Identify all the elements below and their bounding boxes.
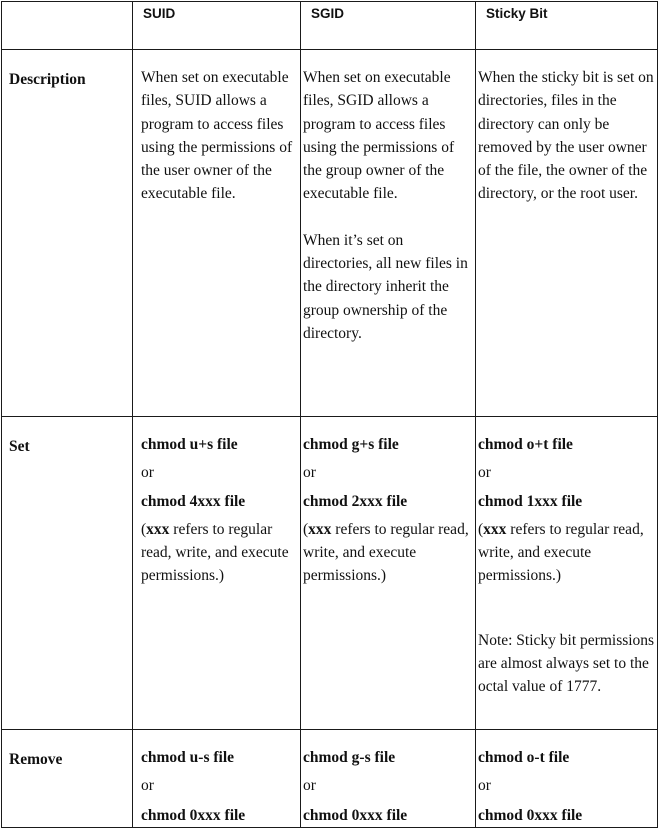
remove-sgid-cell bbox=[301, 730, 476, 828]
set-suid-or: or bbox=[141, 464, 154, 482]
set-sticky-note: (xxx refers to regular read, write, and execute permissions.) bbox=[478, 520, 644, 585]
description-sticky-cell bbox=[476, 50, 658, 417]
set-sgid-cell bbox=[301, 417, 476, 730]
set-label: Set bbox=[9, 438, 30, 455]
set-row bbox=[2, 417, 658, 730]
description-label: Description bbox=[9, 71, 86, 88]
remove-sgid-or: or bbox=[303, 777, 316, 795]
header-row bbox=[2, 2, 658, 50]
permissions-table bbox=[1, 1, 658, 828]
description-row bbox=[2, 50, 658, 417]
remove-sticky-command-2: chmod 0xxx file bbox=[478, 806, 583, 824]
remove-suid-command-2: chmod 0xxx file bbox=[141, 806, 246, 824]
remove-suid-cell bbox=[133, 730, 301, 828]
set-suid-command-2: chmod 4xxx file bbox=[141, 492, 246, 510]
remove-suid-command-1: chmod u-s file bbox=[141, 749, 234, 766]
set-sticky-command-1: chmod o+t file bbox=[478, 436, 573, 453]
header-sgid bbox=[301, 2, 476, 50]
description-sgid-text-2: When it’s set on directories, all new files in the directory inherit the group ownership of the directory. bbox=[303, 231, 468, 342]
remove-sgid-command-2: chmod 0xxx file bbox=[303, 806, 408, 824]
remove-sticky-cell bbox=[476, 730, 658, 828]
description-sgid-text-1: When set on executable files, SGID allows a program to access files using the permissions of the group owner of the executable file. bbox=[303, 69, 455, 203]
set-suid-note: (xxx refers to regular read, write, and execute permissions.) bbox=[141, 520, 289, 585]
set-sticky-or: or bbox=[478, 464, 491, 482]
description-suid-cell bbox=[133, 50, 301, 417]
description-sgid-cell bbox=[301, 50, 476, 417]
set-sgid-or: or bbox=[303, 464, 316, 482]
header-suid-label: SUID bbox=[143, 6, 176, 21]
set-sticky-cell bbox=[476, 417, 658, 730]
set-sgid-note: (xxx refers to regular read, write, and execute permissions.) bbox=[303, 520, 469, 585]
description-label-cell bbox=[2, 50, 133, 417]
set-sgid-command-2: chmod 2xxx file bbox=[303, 492, 408, 510]
remove-sticky-command-1: chmod o-t file bbox=[478, 749, 570, 766]
header-sticky-label: Sticky Bit bbox=[486, 6, 548, 21]
set-sticky-command-2: chmod 1xxx file bbox=[478, 492, 583, 510]
header-blank-cell bbox=[2, 2, 133, 50]
set-suid-cell bbox=[133, 417, 301, 730]
sticky-octal-note: Note: Sticky bit permissions are almost always set to the octal value of 1777. bbox=[478, 631, 655, 696]
header-sticky-bit bbox=[476, 2, 658, 50]
set-label-cell bbox=[2, 417, 133, 730]
remove-sticky-or: or bbox=[478, 777, 491, 795]
description-suid-text: When set on executable files, SUID allows a program to access files using the permissions of the user owner of the executable file. bbox=[141, 69, 293, 203]
header-sgid-label: SGID bbox=[311, 6, 345, 21]
remove-sgid-command-1: chmod g-s file bbox=[303, 749, 396, 766]
set-sgid-command-1: chmod g+s file bbox=[303, 436, 399, 453]
remove-label-cell bbox=[2, 730, 133, 828]
remove-row bbox=[2, 730, 658, 828]
remove-label: Remove bbox=[9, 751, 63, 768]
description-sticky-text: When the sticky bit is set on directories, files in the directory can only be removed by the user owner of the file, the owner of the directory, or the root user. bbox=[478, 69, 654, 203]
set-suid-command-1: chmod u+s file bbox=[141, 436, 238, 453]
remove-suid-or: or bbox=[141, 777, 154, 795]
header-suid bbox=[133, 2, 301, 50]
